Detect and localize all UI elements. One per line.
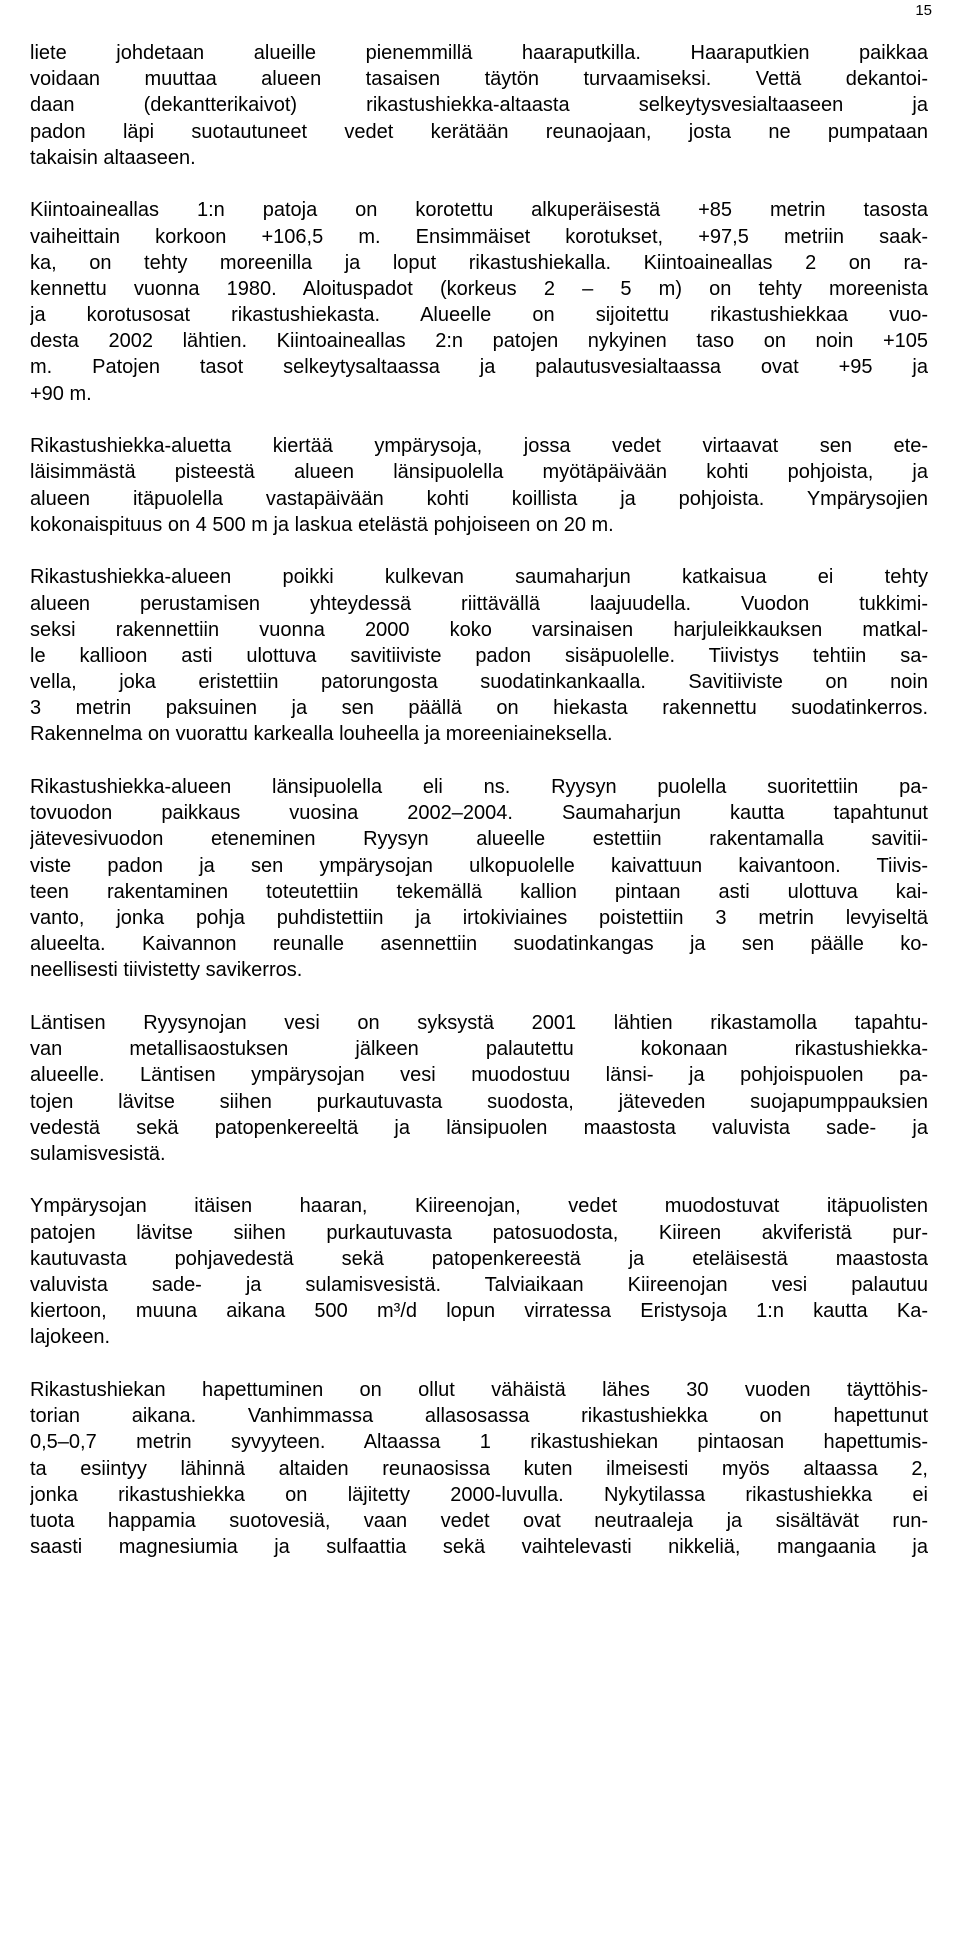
paragraph: [30, 1010, 928, 1167]
text-line: alueelle. Läntisen ympärysojan vesi muodostuu länsi- ja pohjoispuolen pa-: [30, 1064, 928, 1087]
text-line: tovuodon paikkaus vuosina 2002–2004. Saumaharjun kautta tapahtunut: [30, 802, 928, 825]
text-line: viste padon ja sen ympärysojan ulkopuolelle kaivattuun kaivantoon. Tiivis-: [30, 854, 928, 877]
text-line: Kiintoaineallas 1:n patoja on korotettu alkuperäisestä +85 metrin tasosta: [30, 199, 928, 222]
paragraph: [30, 197, 928, 407]
text-line: m. Patojen tasot selkeytysaltaassa ja palautusvesialtaassa ovat +95 ja: [30, 356, 928, 379]
text-line: kautuvasta pohjavedestä sekä patopenkereestä ja eteläisestä maastosta: [30, 1247, 928, 1270]
text-line: Rikastushiekan hapettuminen on ollut vähäistä lähes 30 vuoden täyttöhis-: [30, 1378, 928, 1401]
text-line: jonka rikastushiekka on läjitetty 2000-luvulla. Nykytilassa rikastushiekka ei: [30, 1483, 928, 1506]
text-line: ka, on tehty moreenilla ja loput rikastushiekalla. Kiintoaineallas 2 on ra-: [30, 251, 928, 274]
text-line: Rikastushiekka-aluetta kiertää ympärysoja, jossa vedet virtaavat sen ete-: [30, 435, 928, 458]
text-line: ta esiintyy lähinnä altaiden reunaosissa kuten ilmeisesti myös altaassa 2,: [30, 1457, 928, 1480]
text-line: vedestä sekä patopenkereeltä ja länsipuolen maastosta valuvista sade- ja: [30, 1116, 928, 1139]
text-line: Rikastushiekka-alueen länsipuolella eli ns. Ryysyn puolella suoritettiin pa-: [30, 776, 928, 799]
text-line: teen rakentaminen toteutettiin tekemällä kallion pintaan asti ulottuva kai-: [30, 880, 928, 903]
text-line: ja korotusosat rikastushiekasta. Alueelle on sijoitettu rikastushiekkaa vuo-: [30, 304, 928, 327]
text-line: alueen perustamisen yhteydessä riittävällä laajuudella. Vuodon tukkimi-: [30, 592, 928, 615]
text-line: sulamisvesistä.: [30, 1142, 166, 1165]
text-line: le kallioon asti ulottuva savitiiviste padon sisäpuolelle. Tiivistys tehtiin sa-: [30, 644, 928, 667]
text-line: tojen lävitse siihen purkautuvasta suodosta, jäteveden suojapumppauksien: [30, 1090, 928, 1113]
text-line: alueen itäpuolella vastapäivään kohti koillista ja pohjoista. Ympärysojien: [30, 487, 928, 510]
text-line: van metallisaostuksen jälkeen palautettu kokonaan rikastushiekka-: [30, 1038, 928, 1061]
paragraph: [30, 564, 928, 747]
text-line: Rakennelma on vuorattu karkealla louheella ja moreeniaineksella.: [30, 723, 613, 746]
text-line: jätevesivuodon eteneminen Ryysyn alueelle estettiin rakentamalla savitii-: [30, 828, 928, 851]
text-line: daan (dekantterikaivot) rikastushiekka-altaasta selkeytysvesialtaaseen ja: [30, 94, 928, 117]
text-line: valuvista sade- ja sulamisvesistä. Talviaikaan Kiireenojan vesi palautuu: [30, 1274, 928, 1297]
text-line: voidaan muuttaa alueen tasaisen täytön turvaamiseksi. Vettä dekantoi-: [30, 68, 928, 91]
text-line: lajokeen.: [30, 1326, 111, 1349]
page-number: 15: [915, 2, 932, 19]
text-line: takaisin altaaseen.: [30, 146, 196, 169]
text-line: kennettu vuonna 1980. Aloituspadot (korkeus 2 – 5 m) on tehty moreenista: [30, 277, 928, 300]
paragraph: [30, 1193, 928, 1350]
text-line: liete johdetaan alueille pienemmillä haaraputkilla. Haaraputkien paikkaa: [30, 42, 928, 64]
paragraph: [30, 1377, 928, 1560]
text-line: vaiheittain korkoon +106,5 m. Ensimmäiset korotukset, +97,5 metriin saak-: [30, 225, 928, 248]
text-line: vella, joka eristettiin patorungosta suodatinkankaalla. Savitiiviste on noin: [30, 671, 928, 694]
text-line: alueelta. Kaivannon reunalle asennettiin suodatinkangas ja sen päälle ko-: [30, 933, 928, 956]
paragraph: [30, 40, 928, 171]
text-line: patojen lävitse siihen purkautuvasta patosuodosta, Kiireen akviferistä pur-: [30, 1221, 928, 1244]
text-line: kokonaispituus on 4 500 m ja laskua etelästä pohjoiseen on 20 m.: [30, 513, 614, 536]
document-body: [30, 40, 928, 1587]
text-line: Rikastushiekka-alueen poikki kulkevan saumaharjun katkaisua ei tehty: [30, 566, 928, 589]
text-line: torian aikana. Vanhimmassa allasosassa rikastushiekka on hapettunut: [30, 1405, 928, 1428]
paragraph: [30, 774, 928, 984]
text-line: seksi rakennettiin vuonna 2000 koko varsinaisen harjuleikkauksen matkal-: [30, 618, 928, 641]
text-line: läisimmästä pisteestä alueen länsipuolella myötäpäivään kohti pohjoista, ja: [30, 461, 928, 484]
text-line: desta 2002 lähtien. Kiintoaineallas 2:n patojen nykyinen taso on noin +105: [30, 330, 928, 353]
text-line: 3 metrin paksuinen ja sen päällä on hiekasta rakennettu suodatinkerros.: [30, 697, 928, 720]
paragraph: [30, 433, 928, 538]
text-line: tuota happamia suotovesiä, vaan vedet ovat neutraaleja ja sisältävät run-: [30, 1509, 928, 1532]
text-line: neellisesti tiivistetty savikerros.: [30, 959, 303, 982]
text-line: Ympärysojan itäisen haaran, Kiireenojan, vedet muodostuvat itäpuolisten: [30, 1195, 928, 1218]
text-line: kiertoon, muuna aikana 500 m³/d lopun virratessa Eristysoja 1:n kautta Ka-: [30, 1300, 928, 1323]
text-line: saasti magnesiumia ja sulfaattia sekä vaihtelevasti nikkeliä, mangaania ja: [30, 1536, 928, 1559]
text-line: vanto, jonka pohja puhdistettiin ja irtokiviaines poistettiin 3 metrin levyiseltä: [30, 907, 928, 929]
text-line: padon läpi suotautuneet vedet kerätään reunaojaan, josta ne pumpataan: [30, 120, 928, 143]
text-line: 0,5–0,7 metrin syvyyteen. Altaassa 1 rikastushiekan pintaosan hapettumis-: [30, 1431, 928, 1454]
text-line: Läntisen Ryysynojan vesi on syksystä 2001 lähtien rikastamolla tapahtu-: [30, 1011, 928, 1034]
text-line: +90 m.: [30, 382, 92, 405]
